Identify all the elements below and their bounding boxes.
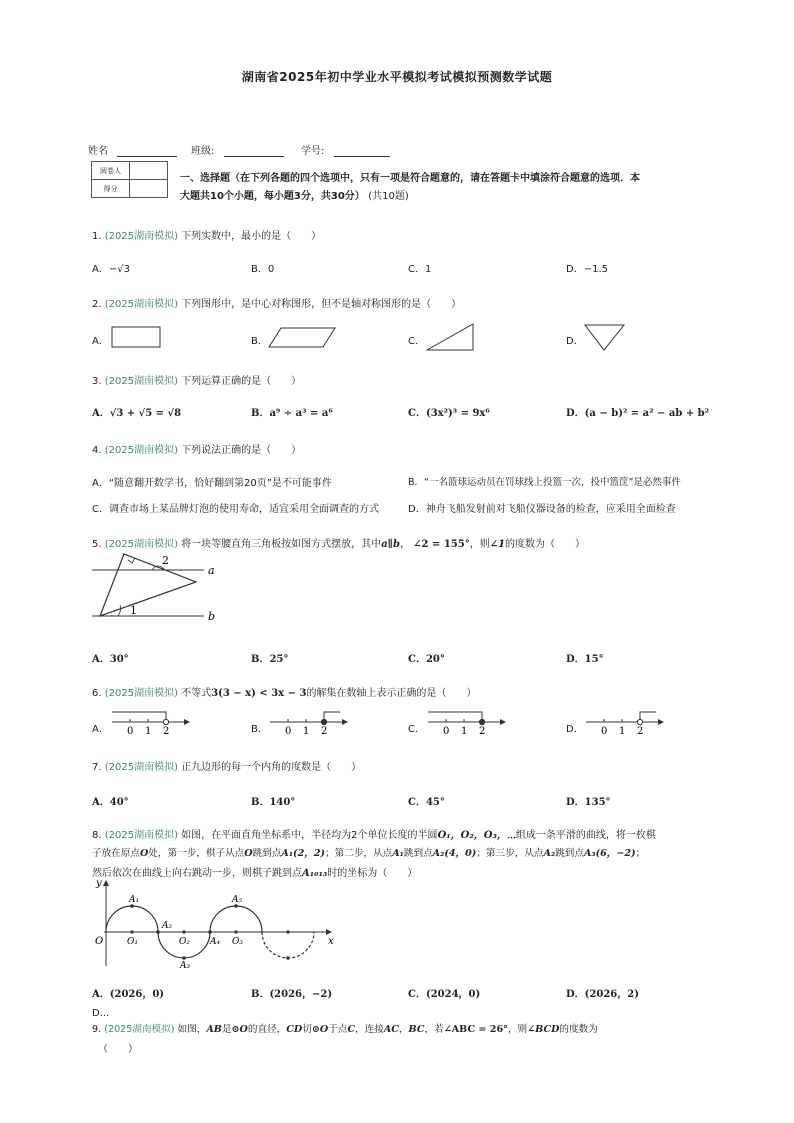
q6-option-a[interactable] bbox=[92, 720, 109, 735]
q6-number-line-d bbox=[584, 708, 666, 738]
question-text: 切 bbox=[302, 1024, 312, 1035]
question-text: 时的坐标为（ ） bbox=[327, 868, 418, 879]
label-a1: A₁ bbox=[129, 895, 140, 905]
question-text: 子放在原点 bbox=[92, 848, 140, 859]
math-expr: A₁(2，2) bbox=[281, 848, 326, 859]
name-field[interactable] bbox=[88, 142, 177, 157]
label-a2: A₂ bbox=[162, 921, 173, 931]
label-o3: O₃ bbox=[232, 937, 243, 947]
section-title: 一、选择题（在下列各题的四个选项中，只有一项是符合题意的，请在答题卡中填涂符合题意的选项．本大题共10个小题，每小题3分，共30分） bbox=[180, 173, 640, 202]
class-field[interactable] bbox=[191, 142, 284, 157]
math-expr: AB bbox=[206, 1024, 222, 1035]
math-expr: O bbox=[244, 848, 253, 859]
score-cell[interactable] bbox=[130, 180, 168, 198]
q2-option-a[interactable] bbox=[92, 332, 109, 347]
class-label: 班级: bbox=[191, 146, 215, 157]
section-count: (共10题) bbox=[368, 191, 409, 202]
question-4 bbox=[92, 441, 301, 456]
option-label: D． bbox=[566, 336, 584, 347]
math-expr: 3(3 − x) < 3x − 3 bbox=[211, 688, 307, 699]
tick-1: 1 bbox=[145, 726, 152, 737]
tick-0: 0 bbox=[127, 726, 134, 737]
id-label: 学号: bbox=[301, 146, 325, 157]
question-text: ，则 bbox=[507, 1024, 528, 1035]
question-text: 的直径， bbox=[247, 1024, 287, 1035]
question-text: ； bbox=[635, 848, 646, 859]
tick-0: 0 bbox=[285, 726, 292, 737]
q4-option-a[interactable]: A．“随意翻开数学书，恰好翻到第20页”是不可能事件 bbox=[92, 478, 332, 489]
score-table bbox=[91, 161, 168, 198]
q8-figure bbox=[92, 876, 342, 968]
q3-option-b[interactable]: B．a⁹ ÷ a³ = a⁶ bbox=[251, 408, 333, 419]
question-6 bbox=[92, 684, 476, 699]
question-text: ， bbox=[398, 1024, 409, 1035]
math-expr: O₁，O₂，O₃，⋯ bbox=[437, 830, 516, 841]
q3-option-c[interactable]: C．(3x²)³ = 9x⁶ bbox=[408, 408, 490, 419]
question-source: (2025湖南模拟) bbox=[104, 830, 178, 841]
question-number: 5. bbox=[92, 539, 102, 550]
question-source: (2025湖南模拟) bbox=[104, 688, 178, 699]
origin-label: O bbox=[95, 936, 104, 947]
math-expr: ∠2 = 155° bbox=[413, 539, 470, 550]
q8-option-b[interactable]: B．(2026，−2) bbox=[251, 989, 333, 1000]
q1-option-d[interactable]: D．−1.5 bbox=[566, 264, 608, 275]
question-text: ；第三步，从点 bbox=[476, 848, 544, 859]
math-expr: ∠1 bbox=[489, 539, 506, 550]
question-number: 9. bbox=[92, 1024, 102, 1035]
math-expr: ∠BCD bbox=[527, 1024, 560, 1035]
question-text: 跳到点 bbox=[555, 848, 584, 859]
question-source: (2025湖南模拟) bbox=[104, 539, 178, 550]
math-expr: A₁ bbox=[392, 848, 404, 859]
q1-option-c[interactable]: C．1 bbox=[408, 264, 432, 275]
score-label: 得分 bbox=[92, 180, 130, 198]
question-1 bbox=[92, 227, 321, 242]
q6-number-line-a bbox=[110, 708, 192, 738]
q7-option-c[interactable]: C．45° bbox=[408, 797, 445, 808]
label-a5: A₅ bbox=[232, 895, 243, 905]
tick-2: 2 bbox=[479, 726, 486, 737]
q7-option-a[interactable]: A．40° bbox=[92, 797, 129, 808]
q5-option-d[interactable]: D．15° bbox=[566, 654, 604, 665]
question-text: 正九边形的每一个内角的度数是（ ） bbox=[181, 762, 362, 773]
tick-1: 1 bbox=[619, 726, 626, 737]
q7-option-b[interactable]: B．140° bbox=[251, 797, 296, 808]
question-text: 下列说法正确的是（ ） bbox=[181, 445, 302, 456]
math-expr: C bbox=[347, 1024, 356, 1035]
q3-option-d[interactable]: D．(a − b)² = a² − ab + b² bbox=[566, 408, 710, 419]
question-2 bbox=[92, 295, 461, 310]
question-9 bbox=[92, 1021, 598, 1035]
angle-2-label: 2 bbox=[162, 554, 169, 567]
question-8-line-2 bbox=[92, 845, 645, 859]
q3-option-a[interactable]: A．√3 + √5 = √8 bbox=[92, 408, 182, 419]
option-label: A． bbox=[92, 724, 109, 735]
math-expr: A₃(6，−2) bbox=[583, 848, 636, 859]
angle-1-label: 1 bbox=[130, 604, 137, 617]
y-axis-label: y bbox=[96, 878, 102, 889]
q6-number-line-c bbox=[426, 708, 508, 738]
q2-option-b[interactable] bbox=[251, 332, 268, 347]
id-underline bbox=[334, 145, 390, 157]
question-text: 组成一条平滑的曲线，将一枚棋 bbox=[515, 830, 656, 841]
q5-option-b[interactable]: B．25° bbox=[251, 654, 289, 665]
parallelogram-figure bbox=[268, 327, 338, 349]
question-text: 然后依次在曲线上向右跳动一步，则棋子跳到点 bbox=[92, 868, 302, 879]
question-number: 3. bbox=[92, 376, 102, 387]
question-text: 下列图形中，是中心对称图形，但不是轴对称图形的是（ ） bbox=[181, 299, 462, 310]
question-number: 1. bbox=[92, 231, 102, 242]
math-expr: A₁₀₁₃ bbox=[302, 868, 328, 879]
question-text: 跳到点 bbox=[252, 848, 282, 859]
q6-number-line-b bbox=[268, 708, 350, 738]
math-expr: A₂ bbox=[543, 848, 556, 859]
class-underline bbox=[224, 145, 284, 157]
name-label: 姓名 bbox=[88, 146, 108, 157]
inverted-triangle-figure bbox=[584, 324, 626, 352]
label-o2: O₂ bbox=[179, 937, 190, 947]
math-expr: O bbox=[139, 848, 149, 859]
q2-option-d[interactable] bbox=[566, 332, 584, 347]
label-a4: A₄ bbox=[210, 937, 221, 947]
math-expr: ⊙O bbox=[311, 1024, 329, 1035]
question-3 bbox=[92, 372, 301, 387]
x-axis-label: x bbox=[328, 936, 334, 947]
question-text: 的解集在数轴上表示正确的是（ ） bbox=[306, 688, 477, 699]
option-label: B． bbox=[251, 336, 268, 347]
page-title: 湖南省2025年初中学业水平模拟考试模拟预测数学试题 bbox=[241, 70, 553, 84]
tick-2: 2 bbox=[163, 726, 170, 737]
q5-option-c[interactable]: C．20° bbox=[408, 654, 445, 665]
tick-2: 2 bbox=[637, 726, 644, 737]
tick-0: 0 bbox=[601, 726, 608, 737]
question-source: (2025湖南模拟) bbox=[104, 376, 178, 387]
id-field[interactable] bbox=[301, 142, 390, 157]
q1-option-b[interactable]: B．0 bbox=[251, 264, 275, 275]
question-text: ， bbox=[399, 539, 410, 550]
question-text: 的度数为（ ） bbox=[505, 539, 586, 550]
question-text: 不等式 bbox=[181, 688, 212, 699]
question-text: ；第二步，从点 bbox=[325, 848, 393, 859]
question-text: 下列运算正确的是（ ） bbox=[181, 376, 302, 387]
grader-label: 阅卷人 bbox=[92, 162, 130, 180]
math-expr: A₂(4，0) bbox=[432, 848, 477, 859]
question-source: (2025湖南模拟) bbox=[104, 299, 178, 310]
line-b-label: b bbox=[208, 610, 216, 623]
question-source: (2025湖南模拟) bbox=[104, 762, 178, 773]
right-triangle-figure bbox=[426, 322, 476, 352]
question-text: 下列实数中，最小的是（ ） bbox=[181, 231, 322, 242]
math-expr: ∠ABC = 26° bbox=[443, 1024, 508, 1035]
q5-figure bbox=[92, 550, 222, 626]
option-label: B． bbox=[251, 724, 268, 735]
question-text: 如图，在平面直角坐标系中，半径均为2个单位长度的半圆 bbox=[181, 830, 438, 841]
question-number: 2. bbox=[92, 299, 102, 310]
tick-1: 1 bbox=[303, 726, 310, 737]
tick-2: 2 bbox=[321, 726, 328, 737]
q8-option-c[interactable]: C．(2024，0) bbox=[408, 989, 481, 1000]
label-o1: O₁ bbox=[127, 937, 138, 947]
question-text: 于点 bbox=[328, 1024, 348, 1035]
q5-option-a[interactable]: A．30° bbox=[92, 654, 129, 665]
question-number: 6. bbox=[92, 688, 102, 699]
option-label: C． bbox=[408, 336, 425, 347]
question-text: 的度数为 bbox=[559, 1024, 598, 1035]
tick-1: 1 bbox=[461, 726, 468, 737]
q8-trailing-text: D... bbox=[92, 1008, 110, 1019]
question-number: 8. bbox=[92, 830, 102, 841]
question-number: 4. bbox=[92, 445, 102, 456]
rectangle-figure bbox=[111, 326, 163, 350]
q6-option-c[interactable] bbox=[408, 720, 425, 735]
math-expr: a∥b bbox=[381, 539, 400, 550]
question-text: ，若 bbox=[424, 1024, 444, 1035]
question-text: 跳到点 bbox=[403, 848, 433, 859]
line-a-label: a bbox=[208, 564, 215, 577]
q8-option-a[interactable]: A．(2026，0) bbox=[92, 989, 165, 1000]
option-label: D． bbox=[566, 724, 584, 735]
question-text: 将一块等腰直角三角板按如图方式摆放，其中 bbox=[181, 539, 382, 550]
math-expr: ⊙O bbox=[231, 1024, 248, 1035]
q8-option-d[interactable]: D．(2026，2) bbox=[566, 989, 639, 1000]
tick-0: 0 bbox=[443, 726, 450, 737]
q1-option-a[interactable]: A．−√3 bbox=[92, 264, 130, 275]
math-expr: CD bbox=[286, 1024, 303, 1035]
question-8-line-1 bbox=[92, 826, 656, 841]
question-text: ，连接 bbox=[355, 1024, 384, 1035]
question-number: 7. bbox=[92, 762, 102, 773]
math-expr: BC bbox=[408, 1024, 425, 1035]
question-source: (2025湖南模拟) bbox=[104, 445, 178, 456]
math-expr: AC bbox=[383, 1024, 399, 1035]
question-text: 处，第一步，棋子从点 bbox=[148, 848, 245, 859]
q2-option-c[interactable] bbox=[408, 332, 425, 347]
label-a3: A₃ bbox=[180, 961, 191, 968]
question-text: 如图， bbox=[177, 1024, 207, 1035]
question-source: (2025湖南模拟) bbox=[104, 231, 178, 242]
question-7 bbox=[92, 758, 361, 773]
option-label: A． bbox=[92, 336, 109, 347]
question-9-answer-paren: （ ） bbox=[98, 1044, 138, 1055]
q6-option-b[interactable] bbox=[251, 720, 268, 735]
q4-option-c[interactable]: C．调查市场上某品牌灯泡的使用寿命，适宜采用全面调查的方式 bbox=[92, 504, 379, 515]
question-text: ，则 bbox=[469, 539, 490, 550]
option-label: C． bbox=[408, 724, 425, 735]
q4-option-b[interactable]: B．“一名篮球运动员在罚球线上投篮一次，投中篮筐”是必然事件 bbox=[408, 477, 681, 488]
q4-option-d[interactable]: D．神舟飞船发射前对飞船仪器设备的检查，应采用全面检查 bbox=[408, 504, 676, 515]
grader-cell[interactable] bbox=[130, 162, 168, 180]
question-text: 是 bbox=[221, 1024, 232, 1035]
section-heading bbox=[180, 170, 640, 206]
q6-option-d[interactable] bbox=[566, 720, 584, 735]
question-5 bbox=[92, 535, 585, 550]
question-source: (2025湖南模拟) bbox=[104, 1024, 175, 1035]
q7-option-d[interactable]: D．135° bbox=[566, 797, 611, 808]
name-underline bbox=[117, 145, 177, 157]
